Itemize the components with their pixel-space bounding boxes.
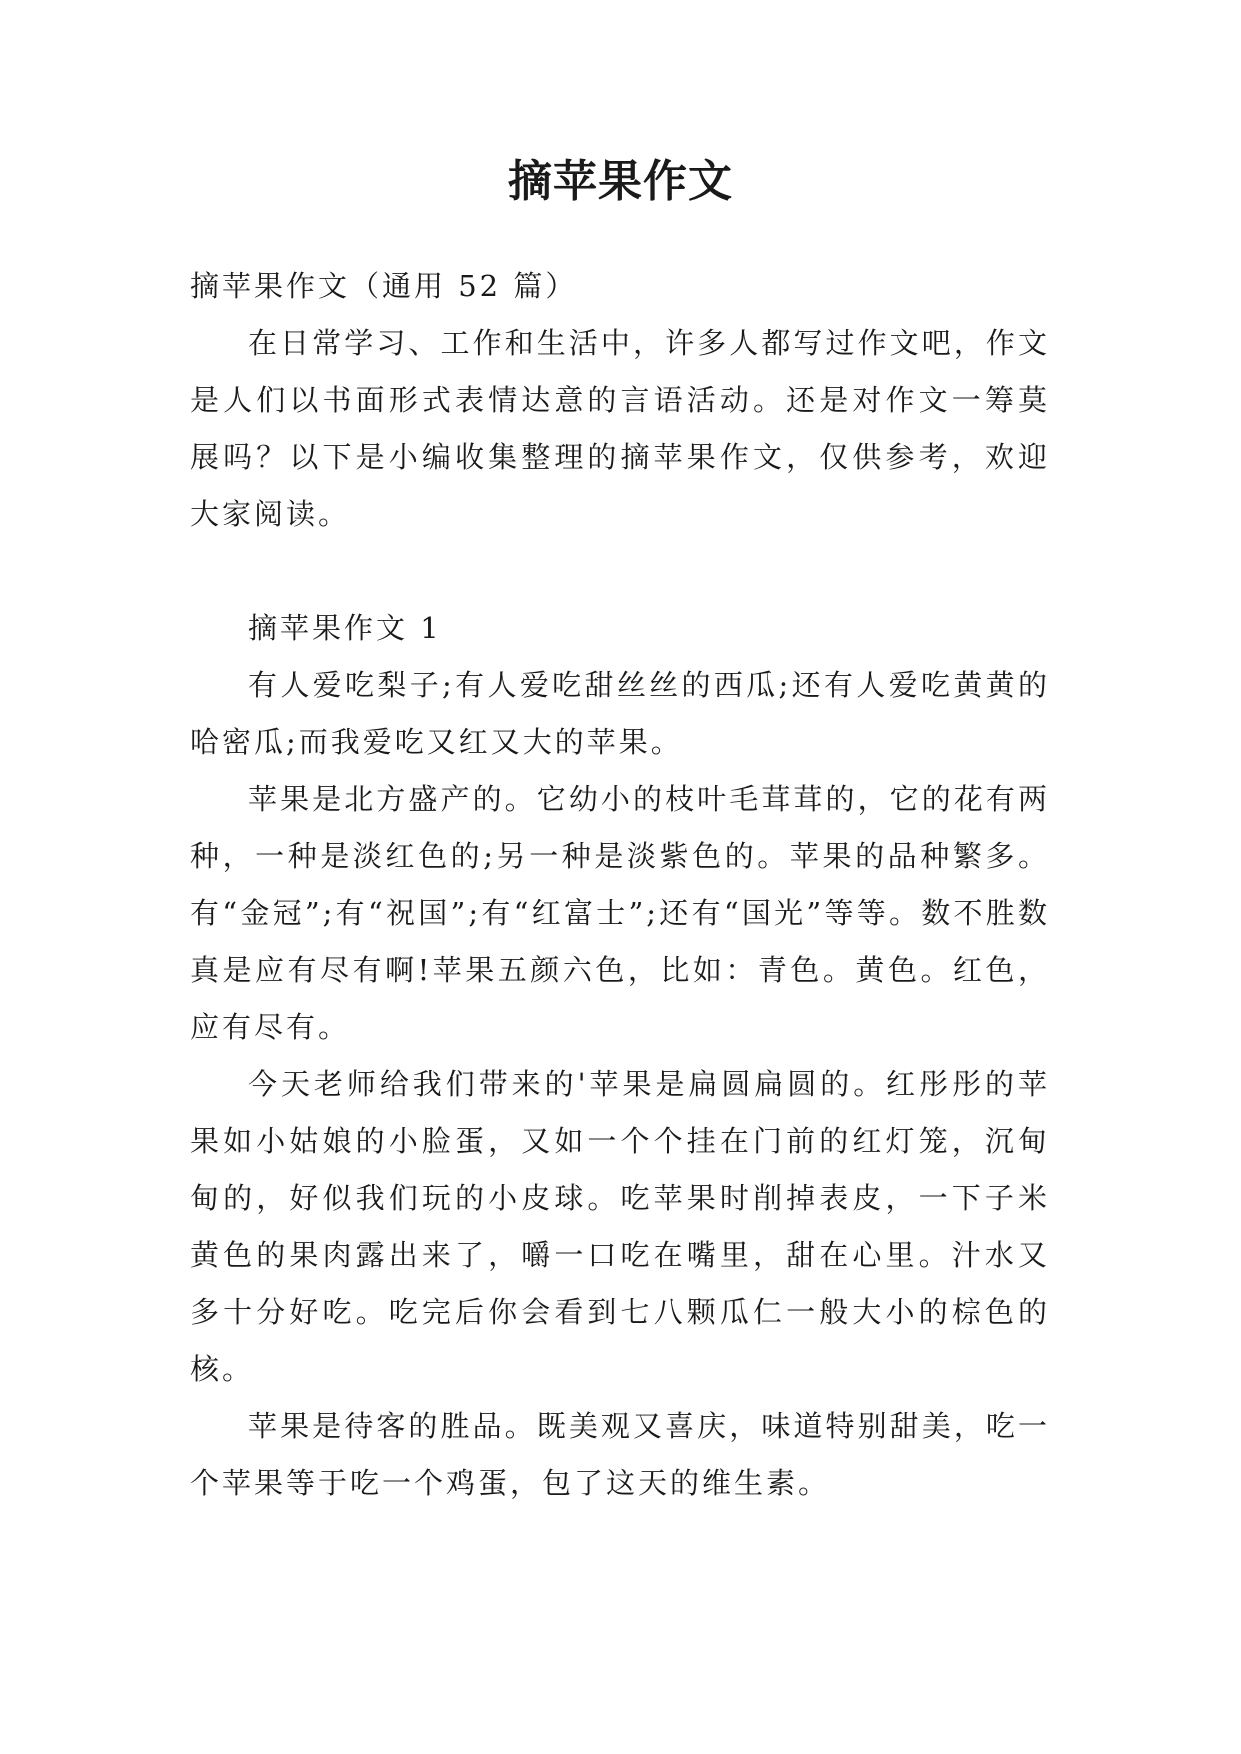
document-subtitle: 摘苹果作文（通用 52 篇） [190,269,578,303]
body-paragraph: 有人爱吃梨子;有人爱吃甜丝丝的西瓜;还有人爱吃黄黄的哈密瓜;而我爱吃又红又大的苹果。 [190,668,1050,759]
document-body [190,258,1050,1512]
body-paragraph: 今天老师给我们带来的'苹果是扁圆扁圆的。红彤彤的苹果如小姑娘的小脸蛋，又如一个个挂在门前的红灯笼，沉甸甸的，好似我们玩的小皮球。吃苹果时削掉表皮，一下子米黄色的果肉露出来了，嚼一口吃在嘴里，甜在心里。汁水又多十分好吃。吃完后你会看到七八颗瓜仁一般大小的棕色的核。 [190,1067,1050,1386]
body-paragraph: 苹果是北方盛产的。它幼小的枝叶毛茸茸的，它的花有两种，一种是淡红色的;另一种是淡紫色的。苹果的品种繁多。有“金冠”;有“祝国”;有“红富士”;还有“国光”等等。数不胜数真是应有尽有啊!苹果五颜六色，比如：青色。黄色。红色，应有尽有。 [190,782,1050,1044]
document-title: 摘苹果作文 [508,156,733,207]
intro-paragraph: 在日常学习、工作和生活中，许多人都写过作文吧，作文是人们以书面形式表情达意的言语活动。还是对作文一筹莫展吗？以下是小编收集整理的摘苹果作文，仅供参考，欢迎大家阅读。 [190,326,1050,531]
body-paragraph: 苹果是待客的胜品。既美观又喜庆，味道特别甜美，吃一个苹果等于吃一个鸡蛋，包了这天的维生素。 [190,1409,1050,1500]
section-heading: 摘苹果作文 1 [248,611,442,645]
